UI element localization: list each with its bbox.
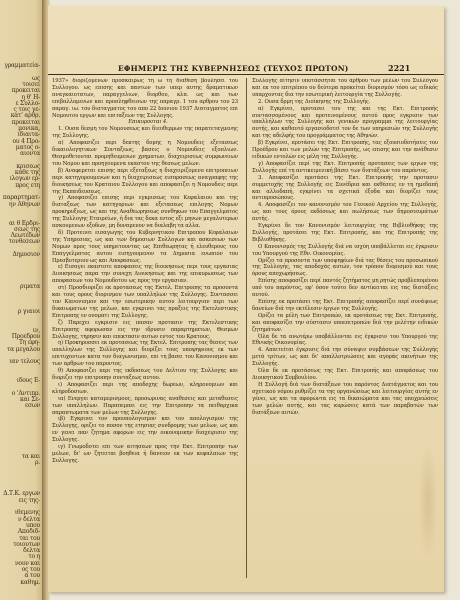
left-page-text-line: ως [32,74,40,82]
left-page-text-line: ιθεμενης [14,509,40,517]
left-page-text-line: γραμματεία- [4,62,40,69]
left-page-text-line: Δ.Τ.Κ. εργων [3,490,40,498]
left-page-text-line: προς ετη [15,181,40,189]
paper-stain [418,442,438,562]
left-page-text-line: τονθεσεων [8,238,40,246]
text-column-left [52,78,238,583]
paragraph: γ) Αποφασίζει περί της Εκτ. Επιτροπής προτασεις των εργων της Συλλογής επί τη αντικειμενική βάσει των διατάξεων του παρόντος. [252,160,438,174]
paragraph: 1937» διοριζομενων προσκαιρως τη ω τη διαθεση βουλησει του Συλλογου. ως επισης και παντων των υπερ αυτης δραματικων αναγκαιοτατων, παραγγελιων, διορθου, κλπ. ως και των επιβαλλομενων και προσληφθεισων της παραγρ. 1 του αρθρου του 23 παραγ. ιω. του διαταγματος του απο 22 Ιουνιου 1937 Διαταγματος επι Νομουτου εργων και επιταξεων της Συλλογης. [52,78,238,119]
paragraph: β) Εγκρίνει, προτάσει της Εκτ. Επιτροπής, τας εξουσιοδοτήσεις του Προέδρου και των μελών της Επιτροπής, ως επισης και την ανάθεσιν ειδικών εντολών εις μέλη της Συλλογής. [252,140,438,160]
left-page-text-line: καθημ. [20,578,40,586]
left-page-text-line: ριματα [19,282,40,290]
left-page-text-line: τοισει [22,80,40,88]
paragraph: Ορίζει τα μέλη των Επιτροπών, εκ προτάσεως της Εκτ. Επιτροπής, και αποφασίζει την σύστασιν υποεπιτροπών διά την μελέτην ειδικών ζητημάτων. [252,312,438,333]
document-page [48,6,444,592]
paragraph: θ) Αποφασιζει περι της εκδοσεως του Δελτιου της Συλλογης και διοριζει την επιτροπην συνταξεως αυτου. [52,368,238,381]
left-page-text-line: και Σε- [19,395,40,403]
left-page-text-line: κρισεως [16,162,40,170]
left-page-text-line: τα μεγαλου [7,345,40,353]
text-column-right [252,78,438,583]
paragraph: Συλλογής αίτησιν υποτάσσηται του άρθρου των μελών του Συλλόγου και εκ του επιτρέπου ου δεύτερα προκείται διορισμόν τόσο ως ειδικός υπαρχοντας δια την εσωτερική λειτουργία της Συλλογής. [252,78,438,98]
paragraph: ε) Εισαγει εκαστοτε αποφασεις της διοικησεως περι τους εργασιας Διοικησεως παρα την συνεχη Διοικησεως και της επικυρωσεως των αποφασεων του Νομουδοτου ως προς την εργασιαν. [52,264,238,285]
paragraph: Επίσης αποφασίζει περί παντός ζητήματος μη ρητώς προβλεπομένου υπό του παρόντος, εφ' όσον τούτο δεν αντίκειται εις τας διατάξεις αυτού. [252,278,438,299]
left-page-text-line: Αποδιδ- [17,528,40,536]
paragraph: ιβ) Εγκρινει τον προυπολογισμον και τον απολογισμον της Συλλογης, οριζει το ποσον της ετησιας συνδρομης των μελων, ως και εν γενει παν ζητημα αφορων εις την οικονομικην διαχειρισιν της Συλλογης. [52,416,238,444]
left-page-text-line: Λεωτεδων [10,232,40,240]
left-page-text-line: α του [24,572,40,580]
paragraph: ια) Ενεργει καταμερισμους, προσωρινας αναθεσεις και μεταθεσεις των υπαλληλων. Παραπεμπει εις την Επιτροπην τα πειθαρχικα παραπτωματα των μελων της Συλλογης. [52,395,238,416]
page-number: 2221 [388,63,411,73]
left-page-text-line: ην Αθηνων [8,200,40,208]
left-page-text-line: τοιουτων [13,540,40,548]
paragraph: α) Εγκρίνει, προτασει του της και της Εκτ. Επιτροπής συντασσομένους και προτεινομένους αυτού προς εγκρισιν των υπαλλήλων της Συλλογής και γενικών προγραμμα της λειτουργίας αυτής, και καθαυτό εργασιοδοτεί τον δε των υπηρεσιών της Συλλογής και της αδελφής του προγράμματος της Αθηνών. [252,105,438,140]
paragraph: στ) Προσδιοριζει εκ προτασεως της Εκτελ. Επιτροπης τα προσοντα και τους ορους διορισμου των υπαλληλων της Συλλογης. Συντασσει τον Κανονισμον και την εσωτερικην αυτου λειτουργιαν περι των δικαιωματων της μελων, και εγκρινει τας πραξεις της Εκτελεστικης Επιτροπης εν ονοματι της Συλλογης. [52,285,238,319]
left-page-text-line: αιοντα [20,150,40,158]
header-rule [48,74,444,75]
left-page-text-line: ε Συλλο- [15,99,40,107]
paragraph: β) Αναφερεται επισης περι εξεταξεως η διαχειριζομενο επιτροπειων περι κατηγορουμενων και η διαχειρισεως εισπρασεως αναγραφης της διοικησεως του Κραταιου Συλλογου και αποφασιζει η Νομουδεις περι της Εκπαιδευσεως. [52,167,238,195]
left-page-text-line: ιδους Ε- [16,377,40,384]
paragraph: δ) Προτεινει εισαγωγης του Κυβερνητικου Επιτροπου Κεφαλαιων της Υπηρεσιας, ως και των δημοσιων Συλλογων και ασκεσεων των Νομων προς τους υπηρετουντας ως Επιθεωρητας ή ελευθερους του Επαγγελματος αυτου εισηγουμενον τα Δημοσια ενωπιον του Πρεσβυτεριου ως και Αποφασεως. [52,229,238,264]
paragraph: 4. Αποφασίζει τον κανονισμόν του Γενικού Αρχείου της Συλλογής, ως και τους όρους εκδόσεως και πωλήσεως των δημοσιευμάτων αυτής. [252,202,438,223]
left-page-text-line: ρ. [34,458,40,466]
paragraph: Επίσης εκ προτάσει της Εκτ. Επιτροπής αποφασίζει περί συνάψεως δανείων διά την εκτέλεσιν έργων της Συλλογής. [252,299,438,312]
paragraph: Η Συλλογή διά των διατάξεων του παρόντος Διατάγματος και του σχετικού νόμου ρυθμίζει τα της οργανώσεως και λειτουργίας αυτής εν γένει, ως και τα αφορώντα εις τα δικαιώματα και τας υποχρεώσεις των μελών αυτής, και τας κυρώσεις κατά των παραβατών των διατάξεων αυτών. [252,381,438,416]
left-page-text-line: ου 4 Προ- [12,137,40,145]
left-page-text-line: ν δελτα [17,515,40,523]
left-page-text-line: Προεδρου [11,332,40,340]
left-page-text-line: μονικα, [18,125,40,132]
left-page-text-line: ιδιαιτα- [17,131,40,139]
left-page-text-line: ιλογων ερ- [9,175,40,183]
paragraph: γ) Αποφασιζει επισης περι εγκρισεως του Κεφαλαιου και της διαταξεως των κατηγοριων και εξετασεως επιλογης Νομων προκηρυξεως, ως και της Αναθεωρησεως συνθηκων του Επαγγελματος της Συλλογης Εταιρείων, ή δια τας δεκα εντος εξι μηνων μεγαλυτερων ασκουμενων εξοδων, μη δυναμενον να διαλαβη τα αλλα. [52,195,238,230]
left-page-text-line: Τη εφη- [18,339,40,347]
left-page-text-line: ο 'Αντιπρ. [11,389,40,397]
left-page-text-line: παραρτηματ- [2,194,40,202]
left-page-text-line: ς τοις γε- [13,106,40,114]
left-page-text-line: ος του [21,566,40,573]
paragraph: 2. Ουσα δρμη της Διοίκησης της Συλλογής. [258,98,371,105]
paragraph: 4. Απαιτείται έγκρισις διά την σύναψιν συμβάσεων της Συλλογής μετά τρίτων, ως και δι' απαλλοτριώσεις και αγοράς ακινήτων της Συλλογής. [252,347,438,368]
paragraph: Ο Κανονισμός της Συλλογής διά να ισχύη υποβάλλεται εις έγκρισιν του Υπουργού της Εθν. Οικονομίας. [252,243,438,257]
left-page-text-line: κατ' αρθρ. [10,112,40,120]
paragraph: Όλα δε εκ προτάσεως της Εκτ. Επιτροπής και αποφάσεως του Διοικητικού Συμβουλίου. [252,368,438,381]
left-page-text-line: ματος ο- [15,143,40,151]
paragraph: Όλα δε τα ανωτέρω υποβάλλονται εις έγκρισιν του Υπουργού της Εθνικής Οικονομίας. [252,333,438,347]
left-page-text-line: προκειται [11,87,40,95]
paragraph: 3. Αποφασίζει προτάσει της Εκτ. Επιτροπής την προτασιν συμμετοχής της Συλλογής εις Συνέδρια και εκθέσεις εν τη ημεδαπή και αλλοδαπή, εγκρίνει τα σχετικά έξοδα και διορίζει τους αντιπροσώπους. [252,174,438,202]
left-page-text-line: η θ' Η- [21,93,40,101]
left-page-text-line: ιν, [32,326,40,334]
left-page-text-line: αι θ Ερδρι- [8,219,40,227]
left-page-text-line: σεως της [13,225,40,233]
paragraph: Ορίζει τα προσοντα των υποψηφίων διά τας θέσεις του προσωπικού της Συλλογής, τας αποδοχάς αυτών, τον τρόπον διορισμού και τους όρους αποχωρήσεως. [252,257,438,278]
paragraph: Επικυρουται 4. [128,119,168,126]
left-page-text-line: προκειται [11,118,40,126]
left-page-text-line: ται του [19,534,40,542]
left-page-text-line: ρ γιαιοι [17,307,40,315]
paragraph: ιγ) Γνωμοδοτει επι των αιτησεων προς την Εκτ. Επιτροπην των μελων, δι' ων ζητειται βοηθεια ή δανειον εκ των κεφαλαιων της Συλλογης. [52,444,238,464]
paragraph: Εγκρίνει δε τον Κανονισμόν λειτουργίας της Βιβλιοθήκης της Συλλογής, προτάσει της Εκτ. Επιτροπής, και της Επιτροπής της Βιβλιοθήκης. [252,223,438,243]
left-page-text-line: ιαν τελους [9,358,40,366]
left-page-text-line: υπου [25,521,40,529]
left-page-text-line: δελτα [23,547,40,555]
left-page-text-line: νουν και [14,559,40,567]
paragraph: ζ) Παρεχει εγκρισιν εις πασαν προτασιν της Εκτελεστικης Επιτροπης αφορωσαν εις την ιδρυσιν παραρτηματων, Θεσμων Συλλογης, τηρησιν και επεκτασιν αυτων εντος του Κρατους. [52,319,238,340]
paragraph: η) Προκηρυσσει εκ προτασεως της Εκτελ. Επιτροπης τας θεσεις των υπαλληλων της Συλλογης και διορίζει τους υποψηφιους εκ των επιτυχοντων κατα τον διαγωνισμον, επι τη βασει του Κανονισμου και των αρθρων του παροντος. [52,340,238,368]
column-divider [246,78,247,578]
left-page-text-line: εις της- [18,496,40,504]
paragraph: α) Αποφασιζει περι δεκτης δομης η Νομουδεις εξετασεως δικαιολογητικων Συνταξεως, βασεις ο Νομουδεις εξοπλιων. Θεσμοθετουται προμηθευμενων χρηματων, διαχειρισεως συμφωνειων του Νομου και προηγουμενα εκαστου της θεσεως μελων. [52,140,238,167]
left-page-text-line: καθε της [14,169,40,177]
left-page-text-line: το η [28,553,40,561]
left-page-text-line: τα και [21,452,40,460]
page-header-title: ΕΦΗΜΕΡΙΣ ΤΗΣ ΚΥΒΕΡΝΗΣΕΩΣ (ΤΕΥΧΟΣ ΠΡΩΤΟΝ) [118,64,349,73]
left-page-text-line: εσων [25,402,40,410]
paragraph: ι) Αποφασιζει περι της αποδοχης δωρεων, κληρονομιων και κληροδοσιων. [52,381,238,395]
left-page-text-line: Δημοσιον [12,251,40,258]
paragraph: 1. Ουσα δεσμη του Νομουσεως και διευθερμων της παρατεταγμενης της Συλλογης. [52,126,238,140]
left-page-fragment [0,0,44,600]
